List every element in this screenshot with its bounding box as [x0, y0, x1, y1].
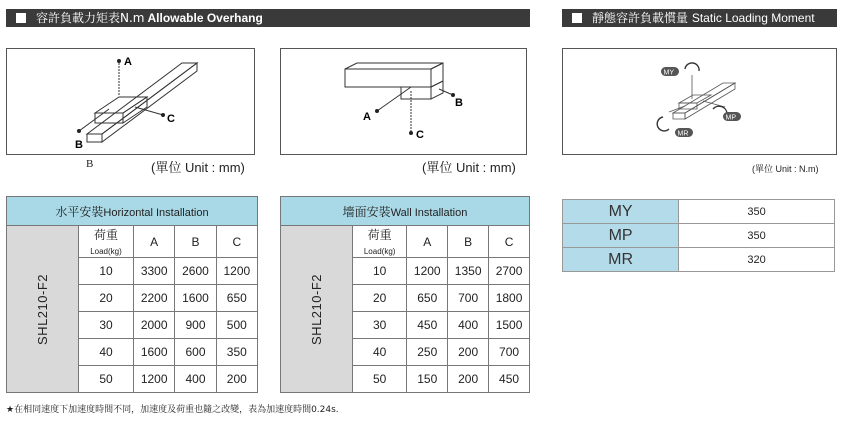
square-bullet-icon — [16, 13, 26, 23]
header-title-cn: 容許負載力矩表N.m — [36, 11, 145, 25]
label-c: C — [416, 129, 424, 141]
value-cell: 2600 — [175, 258, 216, 285]
value-cell: 2700 — [489, 258, 530, 285]
value-cell: 1500 — [489, 312, 530, 339]
column-header: A — [134, 226, 175, 258]
unit-caption-left: (單位 Unit : mm) — [151, 160, 245, 175]
value-cell: 1800 — [489, 285, 530, 312]
moment-label-cell: MY — [563, 200, 679, 224]
value-cell: 250 — [407, 339, 448, 366]
value-cell: 1200 — [216, 258, 257, 285]
label-a: A — [363, 111, 371, 123]
allowable-overhang-header — [6, 9, 530, 27]
load-cell: 50 — [78, 366, 133, 393]
load-cell: 10 — [78, 258, 133, 285]
column-header: C — [216, 226, 257, 258]
column-header: B — [175, 226, 216, 258]
header-title-en: Static Loading Moment — [691, 11, 815, 25]
label-b: B — [455, 97, 463, 109]
static-moment-table — [562, 199, 835, 272]
value-cell: 3300 — [134, 258, 175, 285]
column-header: A — [407, 226, 448, 258]
unit-caption-right: (單位 Unit : N.m) — [752, 164, 819, 174]
value-cell: 2200 — [134, 285, 175, 312]
load-cell: 30 — [78, 312, 133, 339]
value-cell: 600 — [175, 339, 216, 366]
square-bullet-icon — [572, 13, 582, 23]
value-cell: 400 — [448, 312, 489, 339]
value-cell: 200 — [216, 366, 257, 393]
value-cell: 200 — [448, 339, 489, 366]
load-header: 荷重 Load(kg) — [352, 226, 406, 258]
label-a: A — [124, 56, 132, 68]
label-b: B — [75, 139, 83, 151]
load-header: 荷重 Load(kg) — [78, 226, 133, 258]
model-label: SHL210-F2 — [7, 226, 79, 393]
moment-value-cell: 320 — [679, 248, 835, 272]
value-cell: 650 — [216, 285, 257, 312]
wall-overhang-drawing — [281, 49, 526, 154]
stray-label: B — [86, 158, 94, 170]
table-title: 墻面安裝Wall Installation — [281, 197, 530, 226]
column-header: B — [448, 226, 489, 258]
value-cell: 900 — [175, 312, 216, 339]
table-title: 水平安裝Horizontal Installation — [7, 197, 258, 226]
moment-label-mr: MR — [677, 130, 689, 138]
value-cell: 1200 — [407, 258, 448, 285]
table-row — [563, 248, 835, 272]
moment-value-cell: 350 — [679, 200, 835, 224]
value-cell: 400 — [175, 366, 216, 393]
wall-installation-table — [280, 196, 530, 393]
value-cell: 450 — [489, 366, 530, 393]
wall-overhang-diagram — [280, 48, 527, 155]
moment-label-mp: MP — [725, 114, 736, 122]
moment-value-cell: 350 — [679, 224, 835, 248]
static-loading-moment-header — [562, 9, 837, 27]
static-moment-drawing — [563, 49, 836, 154]
value-cell: 450 — [407, 312, 448, 339]
load-cell: 10 — [352, 258, 406, 285]
value-cell: 350 — [216, 339, 257, 366]
moment-label-my: MY — [663, 69, 674, 77]
table-row — [563, 200, 835, 224]
load-cell: 20 — [352, 285, 406, 312]
value-cell: 150 — [407, 366, 448, 393]
horizontal-overhang-drawing — [7, 49, 254, 154]
header-title-en: Allowable Overhang — [147, 11, 263, 25]
moment-label-cell: MR — [563, 248, 679, 272]
table-row — [563, 224, 835, 248]
value-cell: 500 — [216, 312, 257, 339]
static-moment-diagram — [562, 48, 837, 155]
horizontal-installation-table — [6, 196, 258, 393]
value-cell: 1350 — [448, 258, 489, 285]
column-header: C — [489, 226, 530, 258]
value-cell: 1600 — [134, 339, 175, 366]
label-c: C — [167, 113, 175, 125]
value-cell: 650 — [407, 285, 448, 312]
load-cell: 30 — [352, 312, 406, 339]
value-cell: 2000 — [134, 312, 175, 339]
value-cell: 700 — [448, 285, 489, 312]
unit-caption-middle: (單位 Unit : mm) — [422, 160, 516, 175]
model-label: SHL210-F2 — [281, 226, 353, 393]
value-cell: 700 — [489, 339, 530, 366]
moment-label-cell: MP — [563, 224, 679, 248]
load-cell: 40 — [352, 339, 406, 366]
value-cell: 1200 — [134, 366, 175, 393]
value-cell: 200 — [448, 366, 489, 393]
load-cell: 40 — [78, 339, 133, 366]
load-cell: 20 — [78, 285, 133, 312]
horizontal-overhang-diagram — [6, 48, 255, 155]
footnote: ★在相同速度下加速度時間不同，加速度及荷重也隨之改變，表為加速度時間0.24s. — [6, 405, 339, 415]
value-cell: 1600 — [175, 285, 216, 312]
header-title-cn: 靜態容許負載慣量 — [592, 11, 689, 25]
load-cell: 50 — [352, 366, 406, 393]
